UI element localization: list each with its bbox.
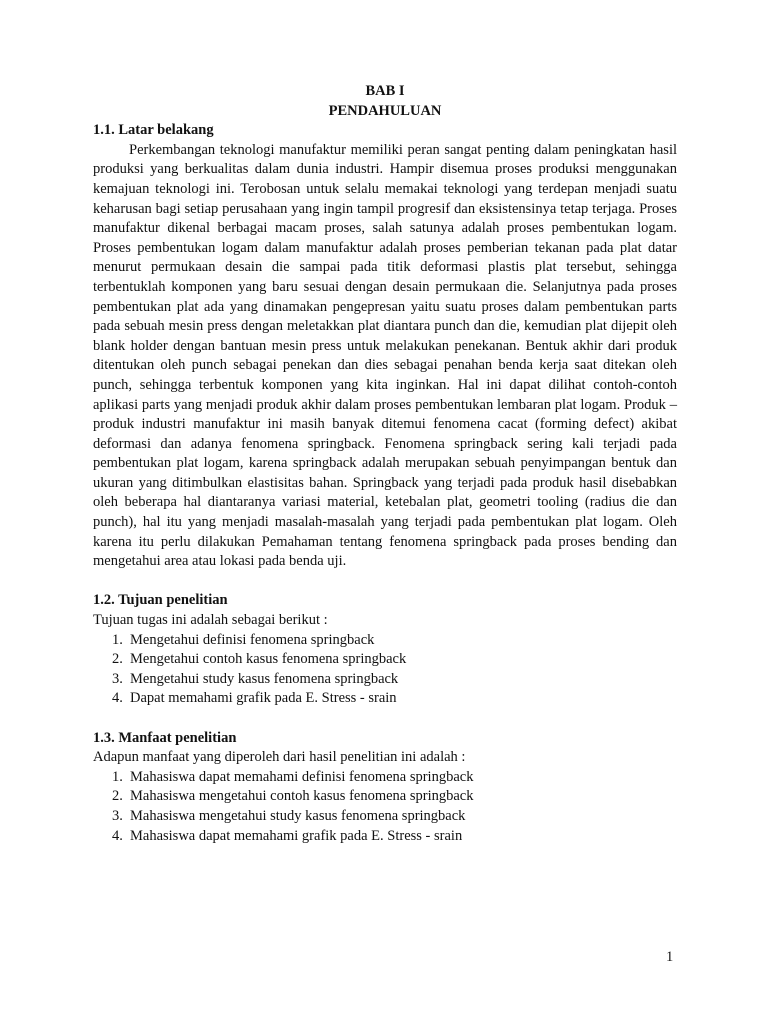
section-heading-background: 1.1. Latar belakang xyxy=(93,122,214,139)
spacer xyxy=(93,709,677,729)
list-text: Mahasiswa dapat memahami grafik pada E. Stress - srain xyxy=(130,827,463,844)
list-item xyxy=(93,650,677,670)
list-item xyxy=(93,689,677,709)
page-content xyxy=(93,82,677,846)
list-number: 2. xyxy=(112,651,123,668)
list-item xyxy=(93,768,677,788)
objectives-list xyxy=(93,631,677,709)
list-text: Mahasiswa mengetahui study kasus fenomena springback xyxy=(130,807,466,824)
benefits-list xyxy=(93,768,677,846)
page-number: 1 xyxy=(666,949,674,965)
list-number: 1. xyxy=(112,768,123,785)
list-text: Mahasiswa mengetahui contoh kasus fenomena springback xyxy=(130,788,474,805)
chapter-number: BAB I xyxy=(365,83,405,99)
list-item xyxy=(93,787,677,807)
list-text: Mengetahui definisi fenomena springback xyxy=(130,631,375,648)
list-text: Dapat memahami grafik pada E. Stress - srain xyxy=(130,690,397,707)
list-text: Mahasiswa dapat memahami definisi fenomena springback xyxy=(130,768,474,785)
list-number: 4. xyxy=(112,827,123,844)
list-number: 1. xyxy=(112,631,123,648)
list-number: 3. xyxy=(112,670,123,687)
section-heading-objectives: 1.2. Tujuan penelitian xyxy=(93,592,228,609)
list-number: 3. xyxy=(112,807,123,824)
list-text: Mengetahui contoh kasus fenomena springback xyxy=(130,651,407,668)
chapter-title: PENDAHULUAN xyxy=(328,102,442,119)
list-item xyxy=(93,827,677,847)
list-number: 2. xyxy=(112,788,123,805)
list-item xyxy=(93,631,677,651)
spacer xyxy=(93,572,677,592)
list-number: 4. xyxy=(112,690,123,707)
list-item xyxy=(93,670,677,690)
list-item xyxy=(93,807,677,827)
list-text: Mengetahui study kasus fenomena springback xyxy=(130,670,399,687)
background-paragraph: Perkembangan teknologi manufaktur memiliki peran sangat penting dalam peningkatan hasil produksi yang berkualitas dalam dunia industri. Hampir disemua proses produksi menggunakan kemajuan teknologi ini. Terobosan untuk selalu memakai teknologi yang terdepan menjadi suatu keharusan bagi setiap perusahaan yang ingin tampil progresif dan eksistensinya tetap terjaga. Proses manufaktur dikenal berbagai macam proses, salah satunya adalah proses pembentukan logam. Proses pembentukan logam dalam manufaktur adalah proses pemberian tekanan pada plat datar menurut permukaan desain die sampai pada titik deformasi plastis plat tersebut, sehingga terbentuklah komponen yang baru sesuai dengan desain permukaan die. Selanjutnya pada proses pembentukan plat ada yang dinamakan pengepresan yaitu suatu proses dalam pembentukan parts pada sebuah mesin press dengan meletakkan plat diantara punch dan die, kemudian plat dijepit oleh blank holder dengan bantuan mesin press untuk melakukan penekanan. Bentuk akhir dari produk ditentukan oleh punch sebagai penekan dan dies sebagai penahan benda kerja saat ditekan oleh punch, sehingga terbentuk komponen yang kita inginkan. Hal ini dapat dilihat contoh-contoh aplikasi parts yang menjadi produk akhir dalam proses pembentukan lembaran plat logam. Produk – produk industri manufaktur ini masih banyak ditemui fenomena cacat (forming defect) akibat deformasi dan adanya fenomena springback. Fenomena springback sering kali terjadi pada pembentukan plat logam, karena springback adalah merupakan sebuah penyimpangan bentuk dan ukuran yang ditimbulkan elastisitas bahan. Springback yang terjadi pada produk hasil disebabkan oleh beberapa hal diantaranya variasi material, ketebalan plat, geometri tooling (radius die dan punch), hal itu yang menjadi masalah-masalah yang terjadi pada pembentukan plat logam. Oleh karena itu perlu dilakukan Pemahaman tentang fenomena springback pada proses bending dan mengetahui area atau lokasi pada benda uji. xyxy=(93,141,677,570)
benefits-lead: Adapun manfaat yang diperoleh dari hasil penelitian ini adalah : xyxy=(93,749,466,766)
section-heading-benefits: 1.3. Manfaat penelitian xyxy=(93,729,237,746)
objectives-lead: Tujuan tugas ini adalah sebagai berikut : xyxy=(93,612,328,629)
